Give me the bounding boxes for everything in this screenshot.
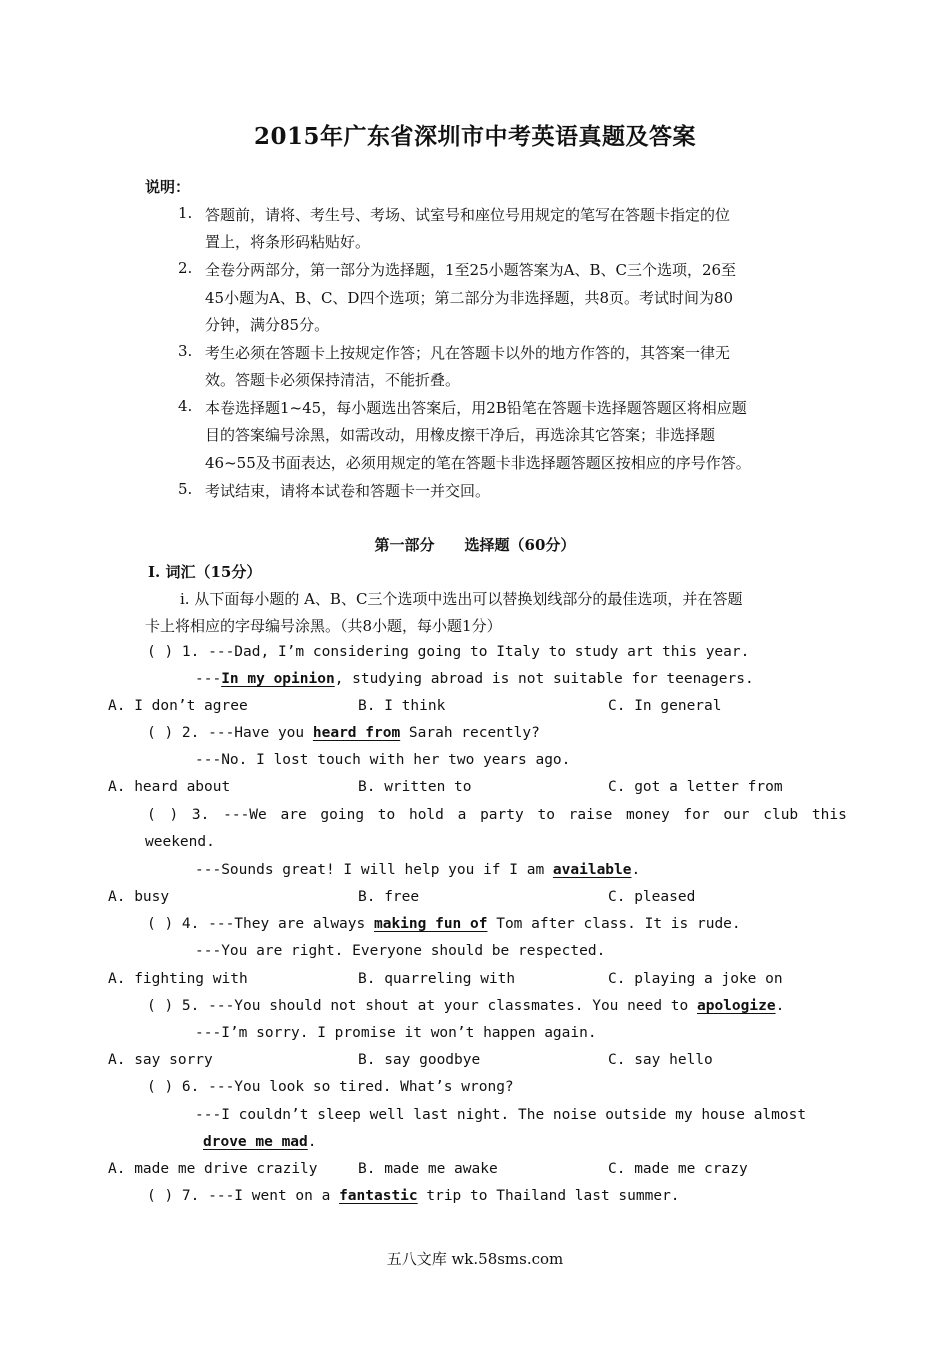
option-b: B. I think	[358, 698, 446, 714]
option-b: B. written to	[358, 779, 472, 795]
instructions-heading: 说明：	[145, 178, 191, 196]
instruction-line: 考试结束，请将本试卷和答题卡一并交回。	[205, 482, 491, 500]
question-stem: ( ) 1. ---Dad, I’m considering going to Italy to study art this year.	[147, 644, 750, 660]
instruction-line: 全卷分两部分，第一部分为选择题，1至25小题答案为A、B、C三个选项，26至	[205, 261, 737, 279]
page-footer: 五八文库 wk.58sms.com	[386, 1250, 564, 1268]
option-b: B. quarreling with	[358, 971, 516, 987]
instruction-number: 3.	[178, 342, 193, 360]
option-b: B. made me awake	[358, 1161, 498, 1177]
question-stem: ( ) 4. ---They are always making fun of Tom after class. It is rude.	[147, 916, 741, 932]
question-stem: ( ) 7. ---I went on a fantastic trip to Thailand last summer.	[147, 1188, 680, 1204]
sub-instruction-line: ⅰ. 从下面每小题的 A、B、C三个选项中选出可以替换划线部分的最佳选项，并在答题	[180, 590, 743, 608]
question-answer-line: ---I couldn’t sleep well last night. The noise outside my house almost	[195, 1107, 807, 1123]
question-stem: ( ) 2. ---Have you heard from Sarah recently?	[147, 725, 540, 741]
instruction-line: 考生必须在答题卡上按规定作答；凡在答题卡以外的地方作答的，其答案一律无	[205, 344, 731, 362]
instruction-line: 46~55及书面表达，必须用规定的笔在答题卡非选择题答题区按相应的序号作答。	[205, 454, 751, 472]
option-a: A. busy	[108, 889, 170, 905]
sub-instruction-line: 卡上将相应的字母编号涂黑。（共8小题，每小题1分）	[145, 617, 502, 635]
question-stem: ( ) 6. ---You look so tired. What’s wrong?	[147, 1079, 514, 1095]
option-c: C. say hello	[608, 1052, 713, 1068]
section-title: Ⅰ. 词汇（15分）	[148, 563, 262, 581]
question-stem-continued: weekend.	[145, 834, 215, 850]
instruction-line: 目的答案编号涂黑，如需改动，用橡皮擦干净后，再选涂其它答案；非选择题	[205, 426, 716, 444]
part-title: 第一部分 选择题（60分）	[374, 536, 576, 554]
question-answer-line: ---I’m sorry. I promise it won’t happen again.	[195, 1025, 597, 1041]
instruction-line: 分钟，满分85分。	[205, 316, 330, 334]
instruction-number: 5.	[178, 480, 193, 498]
instruction-number: 2.	[178, 259, 193, 277]
option-a: A. fighting with	[108, 971, 248, 987]
page-title: 2015年广东省深圳市中考英语真题及答案	[253, 123, 696, 150]
question-stem: ( ) 3. ---We are going to hold a party to raise money for our club this	[147, 807, 847, 823]
option-c: C. In general	[608, 698, 722, 714]
option-c: C. pleased	[608, 889, 696, 905]
instruction-number: 4.	[178, 397, 193, 415]
question-answer-line: ---No. I lost touch with her two years ago.	[195, 752, 571, 768]
question-answer-line: ---You are right. Everyone should be respected.	[195, 943, 606, 959]
question-answer-continued: drove me mad.	[203, 1134, 317, 1150]
option-c: C. got a letter from	[608, 779, 783, 795]
underlined-phrase: heard from	[312, 725, 401, 741]
question-answer-line: ---Sounds great! I will help you if I am available.	[195, 862, 641, 878]
underlined-phrase: apologize	[696, 998, 776, 1014]
underlined-phrase: available	[552, 862, 632, 878]
underlined-phrase: making fun of	[373, 916, 488, 932]
question-answer-line: ---In my opinion, studying abroad is not suitable for teenagers.	[195, 671, 754, 687]
instruction-line: 效。答题卡必须保持清洁，不能折叠。	[205, 371, 461, 389]
underlined-phrase: In my opinion	[221, 671, 335, 687]
question-stem: ( ) 5. ---You should not shout at your classmates. You need to apologize.	[147, 998, 785, 1014]
instruction-line: 45小题为A、B、C、D四个选项；第二部分为非选择题，共8页。考试时间为80	[205, 289, 734, 307]
option-a: A. I don’t agree	[108, 698, 248, 714]
option-a: A. say sorry	[108, 1052, 213, 1068]
option-c: C. playing a joke on	[608, 971, 783, 987]
instruction-number: 1.	[178, 204, 193, 222]
option-b: B. free	[358, 889, 420, 905]
option-a: A. made me drive crazily	[108, 1161, 318, 1177]
option-a: A. heard about	[108, 779, 231, 795]
underlined-phrase: drove me mad	[203, 1134, 308, 1150]
option-b: B. say goodbye	[358, 1052, 481, 1068]
instruction-line: 答题前，请将、考生号、考场、试室号和座位号用规定的笔写在答题卡指定的位	[205, 206, 731, 224]
option-c: C. made me crazy	[608, 1161, 748, 1177]
instruction-line: 本卷选择题1~45，每小题选出答案后，用2B铅笔在答题卡选择题答题区将相应题	[205, 399, 747, 417]
underlined-phrase: fantastic	[339, 1188, 418, 1204]
instruction-line: 置上，将条形码粘贴好。	[205, 233, 371, 251]
